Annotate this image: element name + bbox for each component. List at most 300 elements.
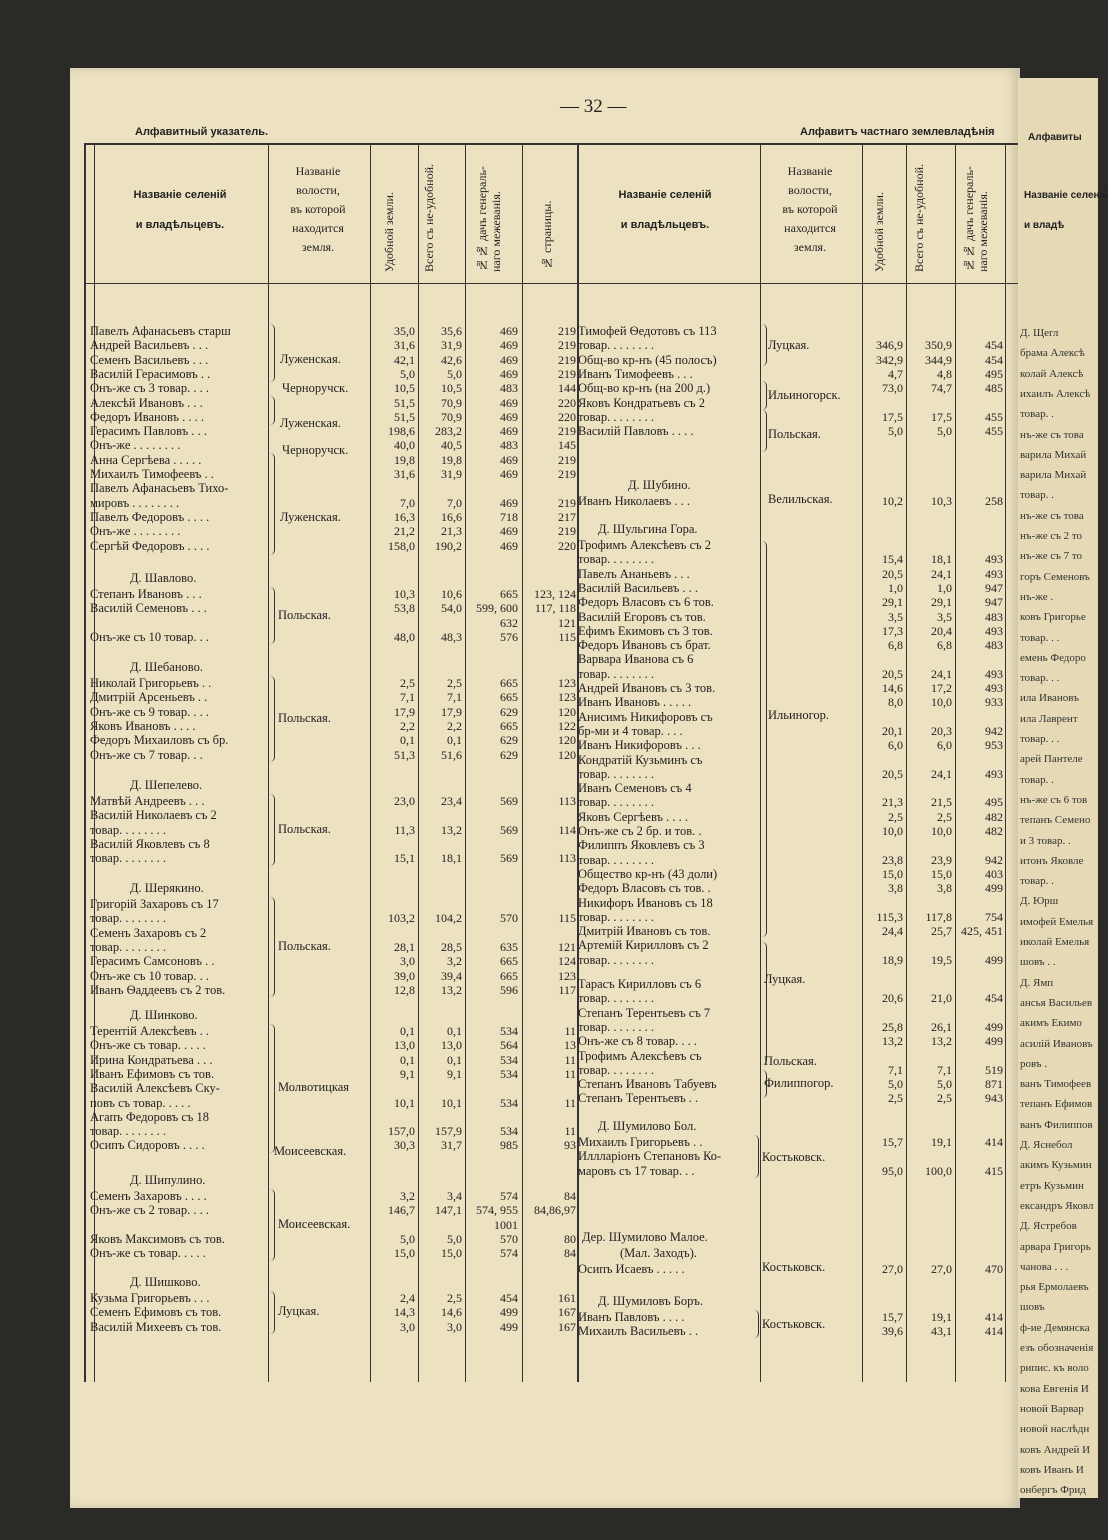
dacha-number: 469 bbox=[500, 352, 518, 367]
dacha-number: 665 bbox=[500, 690, 518, 705]
entry-name: товар. . . . . . . . bbox=[578, 952, 654, 967]
entry-name: Павелъ Афанасьевъ старш bbox=[90, 324, 231, 338]
next-page-line: шовъ . . bbox=[1020, 956, 1056, 969]
next-page-line: иколай Емелья bbox=[1020, 936, 1090, 948]
dacha-number: 485 bbox=[985, 381, 1003, 396]
total-land-value: 25,7 bbox=[931, 924, 952, 939]
section-title: Д. Шипулино. bbox=[130, 1173, 206, 1187]
dacha-number: 425, 451 bbox=[961, 924, 1003, 939]
entry-name: товар. . . . . . . . bbox=[578, 552, 654, 567]
section-title: Д. Шумилово Бол. bbox=[598, 1119, 697, 1133]
good-land-value: 16,3 bbox=[394, 509, 415, 524]
entry-name: товар. . . . . . . . bbox=[90, 911, 166, 926]
entry-name: Яковъ Максимовъ съ тов. bbox=[90, 1231, 225, 1246]
next-page-line: нъ-же съ 6 тов bbox=[1020, 793, 1088, 806]
entry-name: Осипъ Сидоровъ . . . . bbox=[90, 1138, 205, 1153]
total-land-value: 10,5 bbox=[441, 381, 462, 396]
entry-name: мировъ . . . . . . . . bbox=[90, 495, 180, 510]
good-land-value: 15,7 bbox=[882, 1135, 903, 1149]
dacha-number: 499 bbox=[985, 1034, 1003, 1049]
good-land-value: 95,0 bbox=[882, 1163, 903, 1178]
page-ref: 120 bbox=[558, 733, 576, 748]
dacha-number: 493 bbox=[985, 766, 1003, 781]
dacha-number: 534 bbox=[500, 1052, 518, 1067]
header-good-land-right: Удобной земли. bbox=[872, 192, 886, 272]
entry-name: Онъ-же съ 7 товар. . . bbox=[90, 747, 203, 762]
entry-name: Дмитрій Арсеньевъ . . bbox=[90, 690, 208, 705]
good-land-value: 6,8 bbox=[888, 638, 903, 653]
entry-name: Федоръ Власовъ съ 6 тов. bbox=[578, 595, 714, 610]
total-land-value: 54,0 bbox=[441, 601, 462, 616]
next-page-line: имофей Емелья bbox=[1020, 915, 1094, 928]
good-land-value: 17,9 bbox=[394, 704, 415, 719]
total-land-value: 5,0 bbox=[937, 424, 952, 439]
next-page-line: онбергъ Фрид bbox=[1020, 1484, 1086, 1497]
page-ref: 123, 124 bbox=[534, 587, 576, 601]
dacha-number: 665 bbox=[500, 587, 518, 601]
good-land-value: 4,7 bbox=[888, 366, 903, 381]
next-page-line: товар. . . bbox=[1020, 733, 1060, 745]
good-land-value: 5,0 bbox=[888, 1077, 903, 1092]
total-land-value: 2,5 bbox=[937, 809, 952, 824]
total-land-value: 16,6 bbox=[441, 509, 462, 524]
entry-name: товар. . . . . . . . bbox=[578, 852, 654, 867]
good-land-value: 20,1 bbox=[882, 723, 903, 738]
next-page-line: шовъ bbox=[1020, 1301, 1045, 1314]
total-land-value: 70,9 bbox=[441, 409, 462, 424]
header-good-land-left: Удобной земли. bbox=[382, 192, 396, 272]
good-land-value: 9,1 bbox=[400, 1066, 415, 1081]
page-ref: 13 bbox=[564, 1038, 576, 1053]
next-page-line: Д. Ястребов bbox=[1020, 1220, 1077, 1233]
dacha-number: 455 bbox=[985, 409, 1003, 424]
brace bbox=[762, 324, 767, 366]
entry-name: Общ-во кр-нъ (на 200 д.) bbox=[578, 381, 711, 396]
next-page-line: Д. Щегл bbox=[1020, 327, 1059, 339]
page-ref: 121 bbox=[558, 615, 576, 630]
good-land-value: 51,3 bbox=[394, 747, 415, 762]
next-page-edge bbox=[1018, 78, 1108, 1498]
next-page-line: ванъ Тимофеев bbox=[1020, 1078, 1092, 1091]
entry-name: Андрей Васильевъ . . . bbox=[90, 338, 209, 353]
entry-name: Василій Егоровъ съ тов. bbox=[578, 609, 706, 624]
good-land-value: 10,5 bbox=[394, 381, 415, 396]
dacha-number: 942 bbox=[985, 852, 1003, 867]
entry-name: Семенъ Васильевъ . . . bbox=[90, 352, 209, 367]
total-land-value: 31,9 bbox=[441, 467, 462, 481]
header-dachi-right: №№ дачъ генераль-наго межеванія. bbox=[962, 166, 990, 272]
header-total-right: Всего съ не-удобной. bbox=[912, 164, 926, 272]
good-land-value: 39,6 bbox=[882, 1324, 903, 1339]
total-land-value: 18,1 bbox=[441, 851, 462, 866]
section-title: Д. Шерякино. bbox=[130, 881, 204, 895]
total-land-value: 31,7 bbox=[441, 1138, 462, 1153]
entry-name: Матвѣй Андреевъ . . . bbox=[90, 794, 205, 808]
dacha-number: 629 bbox=[500, 747, 518, 762]
next-page-line: езъ обозначенія bbox=[1020, 1342, 1094, 1354]
entry-name: Степанъ Ивановъ . . . bbox=[90, 587, 202, 601]
dacha-number: 574, 955 bbox=[476, 1203, 518, 1218]
entry-name: товар. . . . . . . . bbox=[578, 666, 654, 681]
next-page-line: ександръ Яковл bbox=[1020, 1199, 1094, 1212]
header-page-left: № страницы. bbox=[540, 200, 554, 270]
brace bbox=[762, 381, 767, 410]
entry-name: товар. . . . . . . . bbox=[578, 1062, 654, 1077]
entry-name: Иванъ Николаевъ . . . bbox=[578, 494, 690, 508]
volost-name: Польская. bbox=[278, 939, 331, 954]
entry-name: Тимофей Ѳедотовъ съ 113 bbox=[578, 324, 717, 338]
volost-name: Филиппогор. bbox=[764, 1076, 834, 1090]
dacha-number: 469 bbox=[500, 366, 518, 381]
dacha-number: 665 bbox=[500, 954, 518, 969]
entry-name: Терентій Алексѣевъ . . bbox=[90, 1024, 209, 1038]
volost-name: Луженская. bbox=[280, 352, 341, 366]
dacha-number: 942 bbox=[985, 723, 1003, 738]
next-page-line: нъ-же съ 2 то bbox=[1020, 530, 1083, 542]
entry-name: Онъ-же съ 2 бр. и тов. . bbox=[578, 824, 702, 838]
good-land-value: 73,0 bbox=[882, 381, 903, 396]
brace bbox=[270, 1189, 275, 1261]
page-ref: 84 bbox=[564, 1246, 576, 1261]
next-page-line: асилій Ивановъ bbox=[1020, 1037, 1093, 1050]
good-land-value: 158,0 bbox=[388, 538, 415, 553]
entry-name: товар. . . . . . . . bbox=[578, 795, 654, 810]
entry-name: Ефимъ Екимовъ съ 3 тов. bbox=[578, 623, 713, 638]
total-land-value: 43,1 bbox=[931, 1324, 952, 1339]
dacha-number: 499 bbox=[500, 1305, 518, 1320]
brace bbox=[754, 1310, 759, 1338]
total-land-value: 3,0 bbox=[447, 1319, 462, 1334]
dacha-number: 718 bbox=[500, 509, 518, 524]
next-page-line: варила Михай bbox=[1020, 469, 1087, 482]
column-rule bbox=[84, 145, 86, 1382]
good-land-value: 21,3 bbox=[882, 795, 903, 810]
entry-name: Онъ-же . . . . . . . . bbox=[90, 438, 181, 453]
volost-name: Польская. bbox=[278, 821, 331, 836]
next-page-line: тепанъ Ефимов bbox=[1020, 1098, 1093, 1111]
entry-name: Трофимъ Алексѣевъ съ 2 bbox=[578, 538, 711, 552]
dacha-number: 454 bbox=[985, 352, 1003, 367]
good-land-value: 10,1 bbox=[394, 1095, 415, 1110]
next-page-line: етръ Кузьмин bbox=[1020, 1179, 1084, 1192]
entry-name: Герасимъ Павловъ . . . bbox=[90, 424, 207, 439]
total-land-value: 28,5 bbox=[441, 939, 462, 954]
entry-name: Яковъ Кондратьевъ съ 2 bbox=[578, 395, 705, 410]
brace bbox=[270, 897, 275, 997]
good-land-value: 13,0 bbox=[394, 1038, 415, 1053]
good-land-value: 1,0 bbox=[888, 580, 903, 595]
page-ref: 11 bbox=[564, 1066, 576, 1081]
page-ref: 80 bbox=[564, 1231, 576, 1246]
entry-name: Осипъ Исаевъ . . . . . bbox=[578, 1262, 685, 1276]
entry-name: Яковъ Ивановъ . . . . bbox=[90, 718, 196, 733]
good-land-value: 21,2 bbox=[394, 524, 415, 539]
next-page-line: ковъ Григорье bbox=[1020, 611, 1086, 624]
entry-name: Федоръ Ивановъ . . . . bbox=[90, 409, 205, 424]
dacha-number: 415 bbox=[985, 1163, 1003, 1178]
entry-name: Василій Алексѣевъ Ску- bbox=[90, 1081, 220, 1096]
dacha-number: 569 bbox=[500, 851, 518, 866]
dacha-number: 483 bbox=[985, 638, 1003, 653]
page-ref: 117, 118 bbox=[534, 601, 576, 616]
dacha-number: 1001 bbox=[494, 1217, 518, 1232]
volost-name: Польская. bbox=[278, 710, 331, 725]
entry-name: Василій Васильевъ . . . bbox=[578, 580, 699, 595]
page-ref: 217 bbox=[558, 509, 576, 524]
dacha-number: 499 bbox=[500, 1319, 518, 1334]
page-ref: 11 bbox=[564, 1095, 576, 1110]
entry-name: Ирина Кондратьева . . . bbox=[90, 1052, 213, 1067]
total-land-value: 13,2 bbox=[931, 1034, 952, 1049]
section-title: Д. Шульгина Гора. bbox=[598, 522, 698, 536]
brace bbox=[270, 1024, 275, 1153]
good-land-value: 346,9 bbox=[876, 338, 903, 353]
good-land-value: 3,2 bbox=[400, 1189, 415, 1203]
total-land-value: 2,5 bbox=[937, 1091, 952, 1106]
dacha-number: 665 bbox=[500, 968, 518, 983]
dacha-number: 469 bbox=[500, 538, 518, 553]
page-ref: 219 bbox=[558, 324, 576, 338]
next-page-line: акимъ Кузьмин bbox=[1020, 1159, 1092, 1172]
next-page-line: новой наслѣдн bbox=[1020, 1423, 1090, 1436]
volost-name: Молвотицкая bbox=[278, 1080, 350, 1095]
good-land-value: 14,3 bbox=[394, 1305, 415, 1320]
dacha-number: 493 bbox=[985, 623, 1003, 638]
entry-name: Василій Герасимовъ . . bbox=[90, 366, 211, 381]
good-land-value: 51,5 bbox=[394, 395, 415, 410]
good-land-value: 14,6 bbox=[882, 681, 903, 695]
total-land-value: 42,6 bbox=[441, 352, 462, 367]
page-ref: 219 bbox=[558, 424, 576, 439]
entry-name: Онъ-же съ 9 товар. . . . bbox=[90, 704, 209, 719]
dacha-number: 871 bbox=[985, 1077, 1003, 1092]
next-page-line: ковъ Андрей И bbox=[1020, 1443, 1091, 1456]
entry-name: товар. . . . . . . . bbox=[90, 822, 166, 837]
entry-name: Трофимъ Алексѣевъ съ bbox=[578, 1048, 702, 1063]
page-ref: 84 bbox=[564, 1189, 576, 1203]
next-page-line: новой Варвар bbox=[1020, 1402, 1084, 1415]
total-land-value: 21,3 bbox=[441, 524, 462, 539]
next-page-line: товар. . . bbox=[1020, 672, 1060, 685]
dacha-number: 570 bbox=[500, 1231, 518, 1246]
entry-name: Василій Семеновъ . . . bbox=[90, 601, 207, 616]
good-land-value: 40,0 bbox=[394, 438, 415, 453]
entry-name: Онъ-же съ 2 товар. . . . bbox=[90, 1203, 209, 1218]
entry-name: Варвара Иванова съ 6 bbox=[578, 652, 694, 667]
page-ref: 115 bbox=[558, 911, 576, 926]
next-page-line: акимъ Екимо bbox=[1020, 1017, 1082, 1030]
total-land-value: 2,5 bbox=[447, 1291, 462, 1305]
good-land-value: 51,5 bbox=[394, 409, 415, 424]
dacha-number: 469 bbox=[500, 424, 518, 439]
volost-name: Польская. bbox=[278, 607, 331, 622]
total-land-value: 20,4 bbox=[931, 623, 952, 638]
dacha-number: 599, 600 bbox=[476, 601, 518, 616]
entry-name: Василій Яковлевъ съ 8 bbox=[90, 836, 210, 851]
good-land-value: 7,1 bbox=[888, 1062, 903, 1077]
dacha-number: 493 bbox=[985, 552, 1003, 567]
good-land-value: 2,2 bbox=[400, 718, 415, 733]
dacha-number: 569 bbox=[500, 822, 518, 837]
next-page-line: товар. . bbox=[1020, 875, 1054, 888]
total-land-value: 147,1 bbox=[435, 1203, 462, 1218]
good-land-value: 3,5 bbox=[888, 609, 903, 624]
dacha-number: 469 bbox=[500, 467, 518, 481]
good-land-value: 10,3 bbox=[394, 587, 415, 601]
page-ref: 93 bbox=[564, 1138, 576, 1153]
good-land-value: 24,4 bbox=[882, 924, 903, 939]
entry-name: Анна Сергѣева . . . . . bbox=[90, 452, 202, 467]
total-land-value: 5,0 bbox=[447, 1231, 462, 1246]
total-land-value: 18,1 bbox=[931, 552, 952, 567]
total-land-value: 3,2 bbox=[447, 954, 462, 969]
total-land-value: 5,0 bbox=[447, 366, 462, 381]
dacha-number: 519 bbox=[985, 1062, 1003, 1077]
dacha-number: 569 bbox=[500, 794, 518, 808]
good-land-value: 5,0 bbox=[400, 366, 415, 381]
dacha-number: 414 bbox=[985, 1135, 1003, 1149]
dacha-number: 534 bbox=[500, 1124, 518, 1139]
next-page-line: ихаилъ Алексѣ bbox=[1020, 387, 1091, 400]
good-land-value: 31,6 bbox=[394, 467, 415, 481]
entry-name: Семенъ Захаровъ . . . . bbox=[90, 1189, 207, 1203]
page-ref: 84,86,97 bbox=[534, 1203, 576, 1218]
good-land-value: 20,5 bbox=[882, 566, 903, 581]
good-land-value: 157,0 bbox=[388, 1124, 415, 1139]
page-ref: 220 bbox=[558, 395, 576, 410]
good-land-value: 30,3 bbox=[394, 1138, 415, 1153]
entry-name: Иванъ Ивановъ . . . . . bbox=[578, 695, 692, 710]
entry-name: Павелъ Федоровъ . . . . bbox=[90, 509, 210, 524]
page-ref: 123 bbox=[558, 968, 576, 983]
section-title: Д. Шумиловъ Боръ. bbox=[598, 1294, 704, 1308]
page-ref: 115 bbox=[558, 629, 576, 644]
entry-name: Семенъ Захаровъ съ 2 bbox=[90, 925, 207, 940]
entry-name: Онъ-же съ товар. . . . . bbox=[90, 1246, 206, 1261]
total-land-value: 350,9 bbox=[925, 338, 952, 353]
dacha-number: 576 bbox=[500, 629, 518, 644]
dacha-number: 499 bbox=[985, 881, 1003, 896]
brace bbox=[270, 324, 275, 382]
entry-name: Иванъ Семеновъ съ 4 bbox=[578, 781, 692, 796]
total-land-value: 39,4 bbox=[441, 968, 462, 983]
next-page-line: ила Лаврент bbox=[1020, 712, 1078, 725]
good-land-value: 103,2 bbox=[388, 911, 415, 926]
total-land-value: 74,7 bbox=[931, 381, 952, 396]
page-ref: 220 bbox=[558, 538, 576, 553]
total-land-value: 3,4 bbox=[447, 1189, 462, 1203]
column-rule bbox=[955, 145, 956, 1382]
entry-name: Анисимъ Никифоровъ съ bbox=[578, 709, 713, 724]
page-number: — 32 — bbox=[560, 96, 627, 117]
dacha-number: 454 bbox=[985, 991, 1003, 1006]
page-ref: 219 bbox=[558, 338, 576, 353]
brace bbox=[762, 541, 767, 937]
next-page-running-head: Алфавиты bbox=[1028, 132, 1082, 143]
column-rule bbox=[268, 145, 269, 1382]
entry-name: Иванъ Никифоровъ . . . bbox=[578, 738, 701, 753]
volost-name: Польская. bbox=[768, 427, 821, 441]
entry-name: товар. . . . . . . . bbox=[578, 991, 654, 1006]
good-land-value: 13,2 bbox=[882, 1034, 903, 1049]
dacha-number: 455 bbox=[985, 424, 1003, 439]
total-land-value: 3,5 bbox=[937, 609, 952, 624]
next-page-line: ф-ие Демянска bbox=[1020, 1321, 1090, 1334]
dacha-number: 953 bbox=[985, 738, 1003, 753]
total-land-value: 19,1 bbox=[931, 1135, 952, 1149]
total-land-value: 0,1 bbox=[447, 1052, 462, 1067]
section-subtitle: (Мал. Заходъ). bbox=[620, 1246, 698, 1260]
entry-name: Общ-во кр-нъ (45 полосъ) bbox=[578, 352, 717, 367]
next-page-line: товар. . bbox=[1020, 489, 1054, 502]
entry-name: товар. . . . . . . . bbox=[578, 909, 654, 924]
dacha-number: 469 bbox=[500, 495, 518, 510]
entry-name: Василій Михеевъ съ тов. bbox=[90, 1319, 222, 1334]
page-ref: 220 bbox=[558, 409, 576, 424]
good-land-value: 35,0 bbox=[394, 324, 415, 338]
entry-name: Степанъ Терентьевъ . . bbox=[578, 1091, 699, 1106]
entry-name: Федоръ Власовъ съ тов. . bbox=[578, 881, 711, 896]
entry-name: товар. . . . . . . . bbox=[90, 939, 166, 954]
total-land-value: 35,6 bbox=[441, 324, 462, 338]
next-page-line: ванъ Филиппов bbox=[1020, 1118, 1093, 1131]
section-title: Д. Шинково. bbox=[130, 1008, 198, 1022]
section-title: Д. Шепелево. bbox=[130, 778, 203, 792]
page-ref: 120 bbox=[558, 747, 576, 762]
next-page-line: Д. Юрш bbox=[1020, 895, 1059, 908]
dacha-number: 493 bbox=[985, 566, 1003, 581]
dacha-number: 943 bbox=[985, 1091, 1003, 1106]
total-land-value: 9,1 bbox=[447, 1066, 462, 1081]
next-page-line: арей Пантеле bbox=[1020, 753, 1083, 766]
good-land-value: 29,1 bbox=[882, 595, 903, 610]
entry-name: Иванъ Павловъ . . . . bbox=[578, 1310, 685, 1324]
page-ref: 11 bbox=[564, 1024, 576, 1038]
entry-name: Федоръ Михаиловъ съ бр. bbox=[90, 733, 229, 748]
total-land-value: 21,0 bbox=[931, 991, 952, 1006]
entry-name: товар. . . . . . . . bbox=[90, 1124, 166, 1139]
next-page-line: брама Алексѣ bbox=[1020, 347, 1085, 360]
entry-name: товар. . . . . . . . bbox=[90, 851, 166, 866]
dacha-number: 632 bbox=[500, 615, 518, 630]
good-land-value: 2,5 bbox=[400, 676, 415, 690]
volost-name: Луцкая. bbox=[278, 1304, 320, 1319]
volost-name: Луженская. bbox=[280, 510, 341, 524]
good-land-value: 42,1 bbox=[394, 352, 415, 367]
entry-name: Онъ-же . . . . . . . . bbox=[90, 524, 181, 539]
good-land-value: 15,0 bbox=[882, 866, 903, 881]
dacha-number: 469 bbox=[500, 452, 518, 467]
dacha-number: 483 bbox=[500, 438, 518, 453]
entry-name: маровъ съ 17 товар. . . bbox=[578, 1163, 695, 1178]
good-land-value: 15,7 bbox=[882, 1310, 903, 1324]
page-ref: 219 bbox=[558, 452, 576, 467]
entry-name: Григорій Захаровъ съ 17 bbox=[90, 897, 219, 911]
entry-name: Михаилъ Васильевъ . . bbox=[578, 1324, 699, 1339]
good-land-value: 8,0 bbox=[888, 695, 903, 710]
dacha-number: 469 bbox=[500, 338, 518, 353]
total-land-value: 51,6 bbox=[441, 747, 462, 762]
page-ref: 122 bbox=[558, 718, 576, 733]
header-dachi-left: №№ дачъ генераль-наго межеванія. bbox=[475, 166, 503, 272]
total-land-value: 100,0 bbox=[925, 1163, 952, 1178]
volost-name: Моисеевская. bbox=[278, 1216, 351, 1231]
dacha-number: 495 bbox=[985, 366, 1003, 381]
dacha-number: 499 bbox=[985, 1019, 1003, 1034]
header-volost-right: Названіе волости, въ которой находится земля. bbox=[782, 164, 838, 254]
header-name-right: Названіе селеній и владѣльцевъ. bbox=[618, 189, 712, 231]
total-land-value: 7,0 bbox=[447, 495, 462, 510]
